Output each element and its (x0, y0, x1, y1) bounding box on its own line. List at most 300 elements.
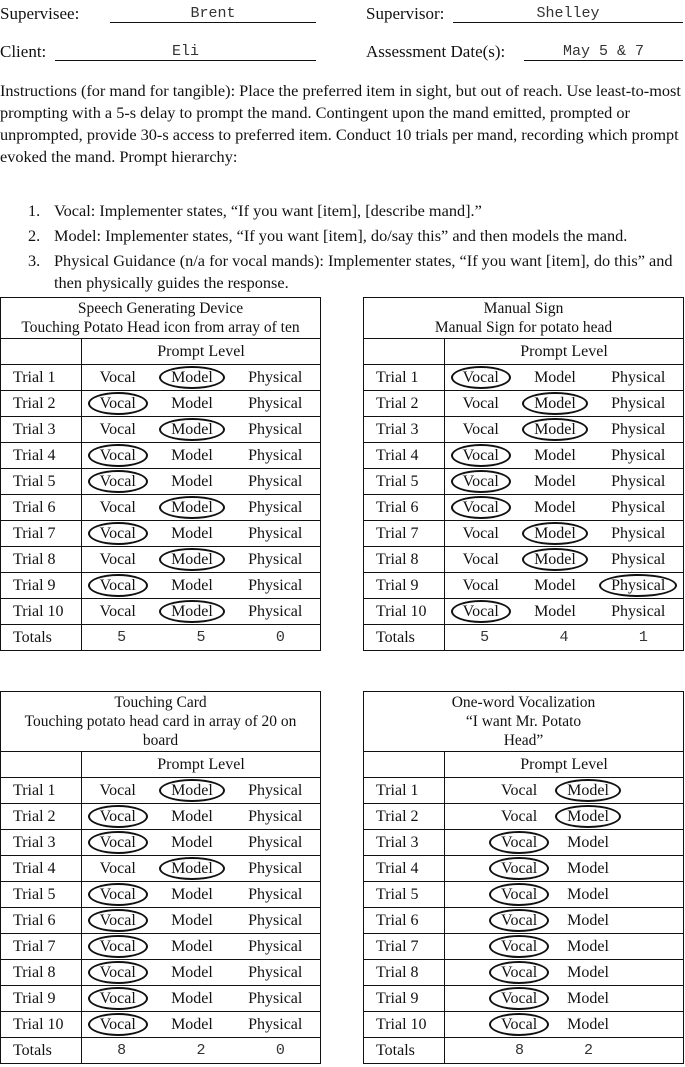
trial-options-cell (445, 443, 684, 469)
trial-options-cell (445, 573, 684, 599)
trial-options-cell (82, 1012, 321, 1038)
prompt-option-physical[interactable]: Physical (248, 603, 303, 620)
prompt-option-physical[interactable]: Physical (611, 421, 666, 438)
prompt-step (0, 200, 683, 222)
prompt-options (445, 418, 683, 441)
prompt-options (82, 392, 320, 415)
trial-row (1, 417, 321, 443)
totals-cell (82, 625, 321, 651)
prompt-option-vocal[interactable]: Vocal (88, 574, 148, 597)
trial-options-cell (445, 804, 684, 830)
trial-label: Trial 9 (364, 986, 445, 1012)
blank-cell (1, 752, 82, 778)
prompt-option-vocal[interactable]: Vocal (88, 444, 148, 467)
trial-row (364, 986, 684, 1012)
trial-row (364, 830, 684, 856)
trial-row (364, 469, 684, 495)
trial-label: Trial 8 (364, 960, 445, 986)
prompt-option-vocal[interactable]: Vocal (88, 1013, 148, 1036)
prompt-hierarchy-list (0, 200, 683, 297)
prompt-options (445, 392, 683, 415)
prompt-option-vocal[interactable]: Vocal (88, 805, 148, 828)
step-number: 3. (28, 251, 41, 270)
prompt-options (82, 548, 320, 571)
supervisee-label: Supervisee: (0, 4, 80, 23)
prompt-option-vocal[interactable]: Vocal (99, 421, 136, 438)
trial-options-cell (445, 547, 684, 573)
prompt-option-physical[interactable]: Physical (248, 499, 303, 516)
prompt-options (445, 831, 683, 854)
prompt-option-vocal[interactable]: Vocal (99, 860, 136, 877)
prompt-option-model[interactable]: Model (171, 525, 213, 542)
prompt-option-vocal[interactable]: Vocal (451, 600, 511, 623)
prompt-option-physical[interactable]: Physical (248, 990, 303, 1007)
trial-row (364, 365, 684, 391)
prompt-option-physical[interactable]: Physical (248, 421, 303, 438)
prompt-option-vocal[interactable]: Vocal (99, 369, 136, 386)
trial-options-cell (82, 778, 321, 804)
prompt-options (445, 909, 683, 932)
table-title-row (1, 692, 321, 752)
prompt-option-vocal[interactable]: Vocal (88, 831, 148, 854)
assessment-date-field[interactable]: May 5 & 7 (524, 40, 683, 61)
prompt-option-model[interactable]: Model (522, 392, 588, 415)
trial-label: Trial 4 (1, 856, 82, 882)
prompt-option-model[interactable]: Model (159, 418, 225, 441)
prompt-option-vocal[interactable]: Vocal (451, 470, 511, 493)
prompt-options (445, 496, 683, 519)
prompt-option-physical[interactable]: Physical (611, 499, 666, 516)
trial-options-cell (445, 934, 684, 960)
prompt-option-model[interactable]: Model (534, 603, 576, 620)
table-title: One-word Vocalization (451, 694, 596, 711)
prompt-options (82, 418, 320, 441)
prompt-option-vocal[interactable]: Vocal (88, 392, 148, 415)
prompt-option-physical[interactable]: Physical (248, 395, 303, 412)
trial-row (364, 778, 684, 804)
trial-options-cell (445, 495, 684, 521)
assessment-date-label: Assessment Date(s): (366, 42, 506, 61)
trial-row (1, 443, 321, 469)
totals-cell (445, 1038, 684, 1064)
trial-label: Trial 1 (1, 365, 82, 391)
prompt-option-vocal[interactable]: Vocal (501, 782, 538, 799)
trial-label: Trial 1 (1, 778, 82, 804)
prompt-option-physical[interactable]: Physical (248, 447, 303, 464)
prompt-option-model[interactable]: Model (171, 912, 213, 929)
prompt-option-physical[interactable]: Physical (248, 860, 303, 877)
prompt-level-row (1, 339, 321, 365)
totals-row (364, 1038, 684, 1064)
totals-label: Totals (364, 1038, 445, 1064)
supervisor-field[interactable]: Shelley (453, 2, 683, 23)
trial-label: Trial 6 (364, 908, 445, 934)
trial-row (364, 573, 684, 599)
prompt-option-vocal[interactable]: Vocal (99, 782, 136, 799)
trial-label: Trial 7 (1, 934, 82, 960)
step-number: 2. (28, 226, 41, 245)
trial-label: Trial 10 (364, 1012, 445, 1038)
prompt-options (82, 779, 320, 802)
trial-row (364, 521, 684, 547)
prompt-option-model[interactable]: Model (534, 447, 576, 464)
prompt-option-physical[interactable]: Physical (611, 473, 666, 490)
trial-row (364, 856, 684, 882)
prompt-options (82, 909, 320, 932)
trial-label: Trial 3 (364, 830, 445, 856)
table-subtitle: Manual Sign for potato head (434, 319, 613, 336)
blank-cell (364, 339, 445, 365)
prompt-option-vocal[interactable]: Vocal (99, 499, 136, 516)
prompt-options (82, 883, 320, 906)
total-value: 8 (515, 1042, 525, 1059)
prompt-option-model[interactable]: Model (171, 1016, 213, 1033)
trial-label: Trial 4 (364, 443, 445, 469)
trial-options-cell (82, 365, 321, 391)
prompt-options (82, 831, 320, 854)
prompt-level-row (364, 339, 684, 365)
prompt-option-model[interactable]: Model (567, 938, 609, 955)
trial-options-cell (82, 599, 321, 625)
prompt-option-model[interactable]: Model (159, 779, 225, 802)
prompt-option-vocal[interactable]: Vocal (88, 883, 148, 906)
prompt-option-vocal[interactable]: Vocal (99, 603, 136, 620)
supervisee-field[interactable]: Brent (110, 2, 316, 23)
trial-row (364, 599, 684, 625)
table-subtitle: Touching Potato Head icon from array of ten (21, 319, 300, 336)
trial-row (364, 882, 684, 908)
trial-label: Trial 1 (364, 365, 445, 391)
prompt-option-vocal[interactable]: Vocal (462, 525, 499, 542)
manual-sign-table (363, 297, 684, 651)
prompt-option-physical[interactable]: Physical (248, 525, 303, 542)
prompt-option-physical[interactable]: Physical (611, 369, 666, 386)
prompt-options (445, 574, 683, 597)
total-value: 0 (275, 629, 285, 646)
trial-label: Trial 9 (1, 573, 82, 599)
trial-label: Trial 2 (364, 391, 445, 417)
prompt-option-physical[interactable]: Physical (248, 1016, 303, 1033)
trial-label: Trial 6 (1, 495, 82, 521)
trial-row (364, 804, 684, 830)
trial-label: Trial 3 (1, 417, 82, 443)
trial-options-cell (82, 882, 321, 908)
trial-options-cell (445, 365, 684, 391)
trial-row (1, 882, 321, 908)
trial-row (1, 547, 321, 573)
step-number: 1. (28, 201, 41, 220)
prompt-options (445, 522, 683, 545)
prompt-option-model[interactable]: Model (567, 964, 609, 981)
trial-options-cell (445, 521, 684, 547)
prompt-option-physical[interactable]: Physical (248, 912, 303, 929)
trial-options-cell (445, 599, 684, 625)
trial-options-cell (445, 986, 684, 1012)
trial-label: Trial 9 (1, 986, 82, 1012)
table-title-cell (364, 298, 684, 339)
client-label: Client: (0, 42, 47, 61)
prompt-option-model[interactable]: Model (567, 860, 609, 877)
trial-options-cell (445, 856, 684, 882)
prompt-option-model[interactable]: Model (534, 577, 576, 594)
trial-label: Trial 5 (1, 882, 82, 908)
prompt-level-header: Prompt Level (82, 339, 321, 365)
prompt-option-model[interactable]: Model (567, 834, 609, 851)
trial-row (1, 599, 321, 625)
prompt-option-model[interactable]: Model (534, 499, 576, 516)
totals-values (445, 629, 683, 646)
prompt-option-model[interactable]: Model (171, 834, 213, 851)
table-title-cell (1, 298, 321, 339)
trial-row (1, 521, 321, 547)
prompt-option-physical[interactable]: Physical (599, 574, 677, 597)
prompt-option-model[interactable]: Model (159, 600, 225, 623)
trial-row (364, 1012, 684, 1038)
prompt-option-vocal[interactable]: Vocal (462, 395, 499, 412)
prompt-option-vocal[interactable]: Vocal (451, 444, 511, 467)
prompt-option-vocal[interactable]: Vocal (451, 496, 511, 519)
prompt-option-model[interactable]: Model (159, 366, 225, 389)
instructions: Instructions (for mand for tangible): Place the preferred item in sight, but out of reach. Use least-to-most prompting with a 5-s delay to prompt the mand. Contingent upon the mand emitted, prompted or unprompted, provide 30-s access to preferred item. Conduct 10 trials per mand, recording which prompt evoked the mand. Prompt hierarchy: (0, 81, 681, 166)
total-value: 1 (638, 629, 648, 646)
prompt-option-vocal[interactable]: Vocal (88, 961, 148, 984)
prompt-option-vocal[interactable]: Vocal (99, 551, 136, 568)
trial-label: Trial 7 (1, 521, 82, 547)
trial-row (364, 495, 684, 521)
prompt-options (82, 600, 320, 623)
prompt-option-vocal[interactable]: Vocal (489, 961, 549, 984)
prompt-options (445, 987, 683, 1010)
trial-row (1, 830, 321, 856)
one-word-vocalization-table (363, 691, 684, 1064)
prompt-options (445, 857, 683, 880)
prompt-option-model[interactable]: Model (534, 473, 576, 490)
trial-label: Trial 5 (364, 469, 445, 495)
prompt-options (445, 470, 683, 493)
prompt-option-vocal[interactable]: Vocal (462, 421, 499, 438)
trial-row (1, 804, 321, 830)
prompt-option-vocal[interactable]: Vocal (88, 522, 148, 545)
trial-options-cell (82, 391, 321, 417)
trial-label: Trial 10 (364, 599, 445, 625)
prompt-option-model[interactable]: Model (534, 369, 576, 386)
touching-card-table (0, 691, 321, 1064)
totals-label: Totals (1, 1038, 82, 1064)
trial-options-cell (445, 882, 684, 908)
prompt-option-model[interactable]: Model (522, 548, 588, 571)
prompt-option-model[interactable]: Model (171, 395, 213, 412)
speech-generating-device-table (0, 297, 321, 651)
prompt-option-model[interactable]: Model (567, 886, 609, 903)
prompt-option-model[interactable]: Model (567, 990, 609, 1007)
prompt-option-physical[interactable]: Physical (248, 886, 303, 903)
prompt-option-model[interactable]: Model (171, 990, 213, 1007)
totals-values (445, 1042, 683, 1059)
totals-cell (445, 625, 684, 651)
prompt-step (0, 250, 683, 294)
prompt-option-model[interactable]: Model (171, 964, 213, 981)
trial-label: Trial 8 (1, 960, 82, 986)
table-title-row (1, 298, 321, 339)
trial-options-cell (82, 908, 321, 934)
prompt-option-model[interactable]: Model (567, 912, 609, 929)
prompt-options (445, 779, 683, 802)
prompt-option-physical[interactable]: Physical (248, 782, 303, 799)
trial-options-cell (82, 547, 321, 573)
trial-label: Trial 2 (364, 804, 445, 830)
prompt-option-vocal[interactable]: Vocal (489, 935, 549, 958)
prompt-option-model[interactable]: Model (171, 473, 213, 490)
prompt-option-model[interactable]: Model (171, 808, 213, 825)
trial-options-cell (82, 856, 321, 882)
trial-row (364, 547, 684, 573)
prompt-option-model[interactable]: Model (159, 857, 225, 880)
trial-label: Trial 7 (364, 934, 445, 960)
total-value: 4 (559, 629, 569, 646)
prompt-option-physical[interactable]: Physical (248, 551, 303, 568)
trial-label: Trial 6 (1, 908, 82, 934)
totals-label: Totals (1, 625, 82, 651)
prompt-option-physical[interactable]: Physical (248, 834, 303, 851)
prompt-option-vocal[interactable]: Vocal (451, 366, 511, 389)
trial-options-cell (82, 830, 321, 856)
prompt-option-physical[interactable]: Physical (611, 603, 666, 620)
prompt-level-header: Prompt Level (82, 752, 321, 778)
total-value: 5 (196, 629, 206, 646)
trial-row (364, 417, 684, 443)
prompt-option-vocal[interactable]: Vocal (462, 551, 499, 568)
trial-label: Trial 4 (364, 856, 445, 882)
prompt-option-model[interactable]: Model (171, 938, 213, 955)
trial-label: Trial 2 (1, 391, 82, 417)
prompt-option-model[interactable]: Model (555, 805, 621, 828)
trial-options-cell (445, 391, 684, 417)
prompt-option-vocal[interactable]: Vocal (489, 1013, 549, 1036)
prompt-options (445, 1013, 683, 1036)
trial-row (1, 856, 321, 882)
prompt-options (445, 366, 683, 389)
trial-row (1, 365, 321, 391)
prompt-option-physical[interactable]: Physical (611, 447, 666, 464)
prompt-option-physical[interactable]: Physical (248, 577, 303, 594)
prompt-option-physical[interactable]: Physical (611, 551, 666, 568)
trial-row (1, 469, 321, 495)
trial-options-cell (82, 573, 321, 599)
step-text: Vocal: Implementer states, “If you want [item], [describe mand].” (54, 201, 482, 220)
trial-row (1, 960, 321, 986)
trial-options-cell (82, 960, 321, 986)
trial-row (364, 391, 684, 417)
step-text: Physical Guidance (n/a for vocal mands): Implementer states, “If you want [item], do this” and then physically guides the response. (54, 251, 673, 292)
prompt-option-physical[interactable]: Physical (611, 525, 666, 542)
totals-values (82, 1042, 320, 1059)
prompt-options (445, 805, 683, 828)
prompt-option-model[interactable]: Model (555, 779, 621, 802)
prompt-step (0, 225, 683, 247)
prompt-option-vocal[interactable]: Vocal (501, 808, 538, 825)
trial-label: Trial 8 (1, 547, 82, 573)
trial-label: Trial 8 (364, 547, 445, 573)
trial-label: Trial 4 (1, 443, 82, 469)
prompt-option-vocal[interactable]: Vocal (88, 909, 148, 932)
prompt-options (82, 522, 320, 545)
totals-row (364, 625, 684, 651)
prompt-level-header: Prompt Level (445, 752, 684, 778)
prompt-option-vocal[interactable]: Vocal (88, 987, 148, 1010)
totals-row (1, 625, 321, 651)
prompt-option-vocal[interactable]: Vocal (88, 470, 148, 493)
prompt-option-model[interactable]: Model (159, 548, 225, 571)
trial-row (1, 986, 321, 1012)
prompt-option-model[interactable]: Model (567, 1016, 609, 1033)
prompt-option-model[interactable]: Model (159, 496, 225, 519)
prompt-options (445, 883, 683, 906)
totals-row (1, 1038, 321, 1064)
trial-row (1, 908, 321, 934)
table-title-row (364, 298, 684, 339)
trial-row (364, 443, 684, 469)
trial-options-cell (82, 804, 321, 830)
prompt-option-model[interactable]: Model (171, 447, 213, 464)
table-title: Speech Generating Device (77, 300, 244, 317)
prompt-option-model[interactable]: Model (171, 577, 213, 594)
prompt-option-physical[interactable]: Physical (248, 964, 303, 981)
prompt-option-physical[interactable]: Physical (248, 938, 303, 955)
prompt-option-vocal[interactable]: Vocal (489, 883, 549, 906)
trial-options-cell (82, 521, 321, 547)
client-field[interactable]: Eli (55, 40, 316, 61)
prompt-option-model[interactable]: Model (171, 886, 213, 903)
prompt-option-vocal[interactable]: Vocal (489, 987, 549, 1010)
table-title-cell (1, 692, 321, 752)
total-value: 2 (584, 1042, 594, 1059)
prompt-options (445, 961, 683, 984)
prompt-option-vocal[interactable]: Vocal (489, 831, 549, 854)
prompt-options (82, 366, 320, 389)
prompt-option-physical[interactable]: Physical (248, 473, 303, 490)
prompt-options (82, 935, 320, 958)
prompt-level-row (1, 752, 321, 778)
trial-options-cell (82, 417, 321, 443)
total-value: 8 (117, 1042, 127, 1059)
trial-options-cell (445, 830, 684, 856)
prompt-options (445, 935, 683, 958)
prompt-option-vocal[interactable]: Vocal (462, 577, 499, 594)
prompt-option-physical[interactable]: Physical (248, 808, 303, 825)
prompt-option-model[interactable]: Model (522, 418, 588, 441)
prompt-option-vocal[interactable]: Vocal (489, 909, 549, 932)
trial-row (1, 573, 321, 599)
prompt-options (445, 444, 683, 467)
prompt-option-vocal[interactable]: Vocal (88, 935, 148, 958)
prompt-options (82, 805, 320, 828)
totals-label: Totals (364, 625, 445, 651)
trial-label: Trial 1 (364, 778, 445, 804)
table-subtitle: Touching potato head card in array of 20 on board (24, 713, 297, 749)
prompt-options (82, 496, 320, 519)
trial-options-cell (82, 495, 321, 521)
prompt-option-physical[interactable]: Physical (248, 369, 303, 386)
prompt-option-model[interactable]: Model (522, 522, 588, 545)
trial-options-cell (445, 469, 684, 495)
prompt-option-vocal[interactable]: Vocal (489, 857, 549, 880)
total-value: 5 (117, 629, 127, 646)
supervisor-label: Supervisor: (366, 4, 445, 23)
trial-row (364, 934, 684, 960)
prompt-option-physical[interactable]: Physical (611, 395, 666, 412)
trial-label: Trial 9 (364, 573, 445, 599)
trial-options-cell (82, 469, 321, 495)
